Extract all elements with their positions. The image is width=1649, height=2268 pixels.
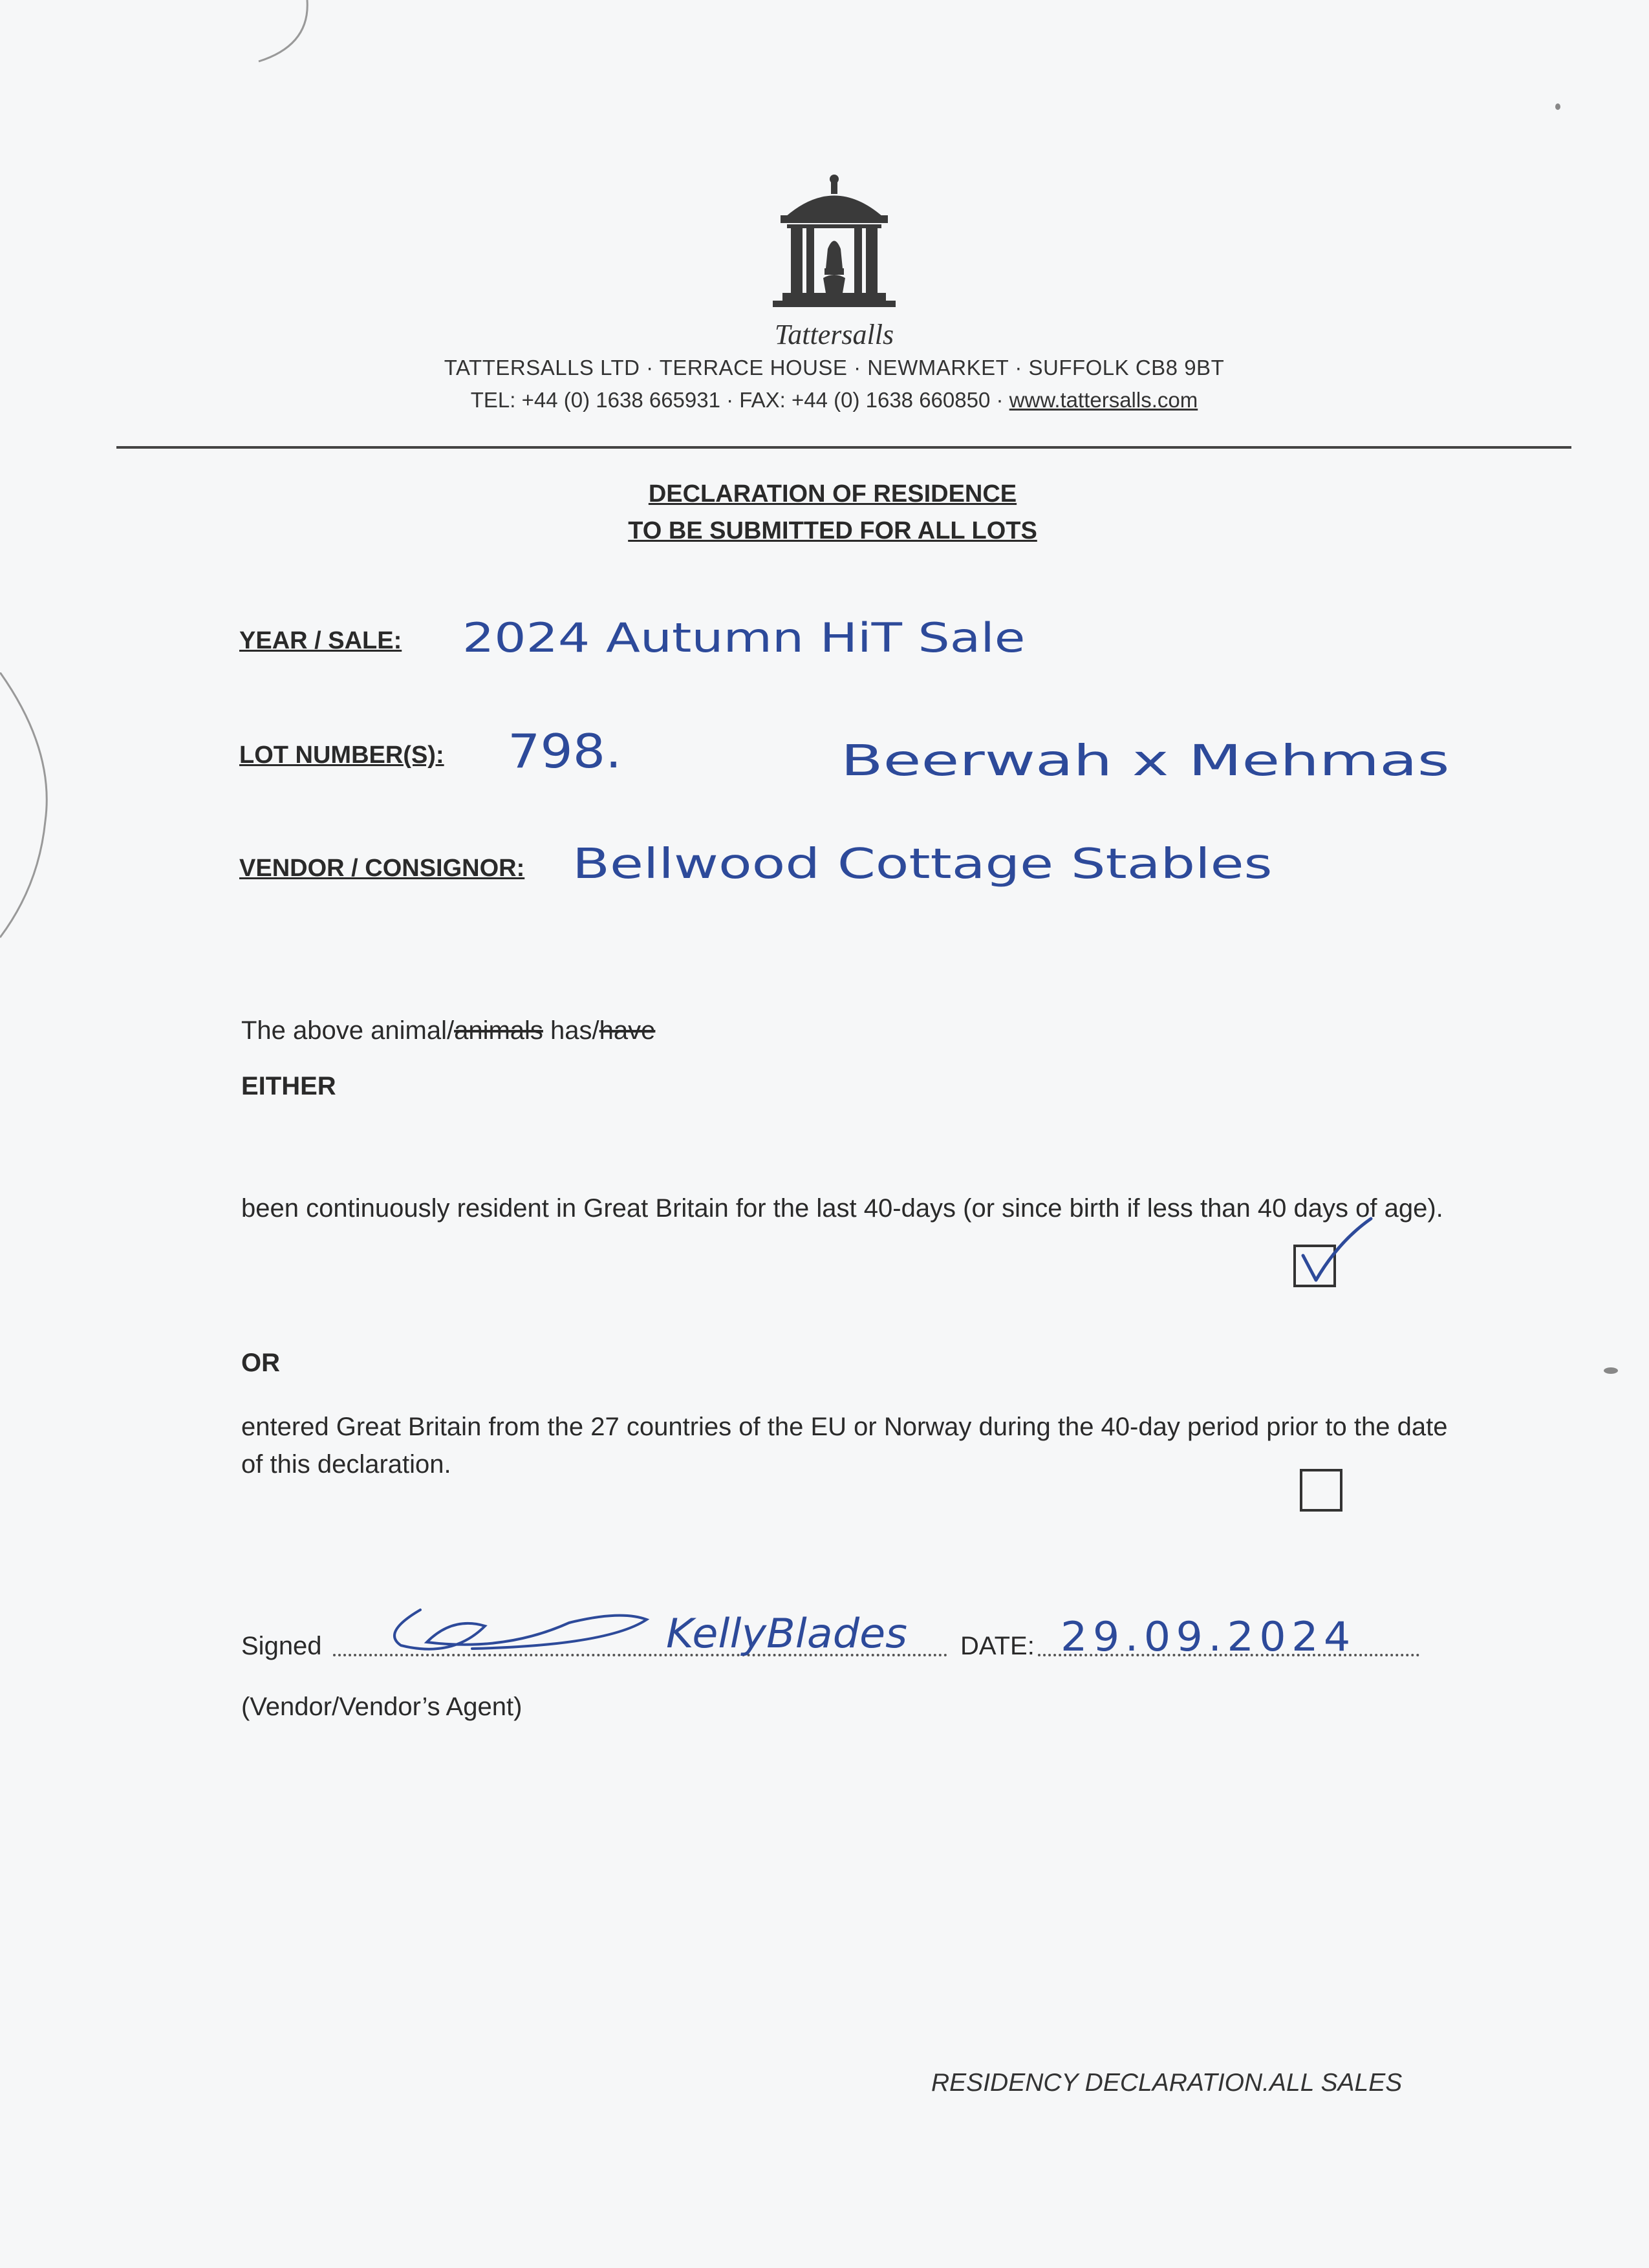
date-value[interactable]: 29.09.2024 [1061,1613,1356,1660]
statement-intro [241,1012,655,1049]
signature-scribble-icon [375,1597,660,1668]
company-address: TATTERSALLS LTD · TERRACE HOUSE · NEWMARKET · SUFFOLK CB8 9BT [444,356,1225,380]
year-sale-label: YEAR / SALE: [239,627,402,654]
logo-wordmark: Tattersalls [774,319,894,350]
vendor-consignor-value[interactable]: Bellwood Cottage Stables [572,840,1273,888]
signatory-role: (Vendor/Vendor’s Agent) [241,1693,523,1721]
lot-number-value[interactable]: 798. [508,724,622,778]
date-label: DATE: [960,1632,1035,1660]
punch-hole-shadow [0,672,58,944]
header-divider [116,446,1571,449]
document-title: DECLARATION OF RESIDENCE [648,480,1017,508]
tattersalls-logo-icon [773,171,896,320]
check-mark-icon [1290,1215,1374,1293]
year-sale-value[interactable]: 2024 Autumn HiT Sale [462,614,1026,661]
company-contact [323,388,1345,412]
option-2-checkbox[interactable] [1300,1469,1342,1512]
intro-text-b: has/ [543,1016,599,1045]
contact-phone-fax: TEL: +44 (0) 1638 665931 · FAX: +44 (0) 1638 660850 · [470,388,1009,412]
either-heading: EITHER [241,1072,336,1100]
lot-breeding-value[interactable]: Beerwah x Mehmas [841,736,1450,786]
lot-number-label: LOT NUMBER(S): [239,742,444,769]
page-edge-mark [246,0,317,71]
intro-struck-animals: animals [454,1016,543,1045]
option-2-text: entered Great Britain from the 27 countries of the EU or Norway during the 40-day period prior to the date of this declaration. [241,1413,1448,1479]
form-footer: RESIDENCY DECLARATION.ALL SALES [931,2069,1403,2097]
intro-text-a: The above animal/ [241,1016,455,1045]
signature-name[interactable]: KellyBlades [666,1610,908,1657]
scan-speck [1604,1367,1618,1374]
document-subtitle: TO BE SUBMITTED FOR ALL LOTS [628,517,1037,544]
option-1-text: been continuously resident in Great Britain for the last 40-days (or since birth if less than 40 days of age). [241,1194,1443,1223]
website-link[interactable]: www.tattersalls.com [1009,388,1198,412]
intro-struck-have: have [599,1016,656,1045]
signed-label: Signed [241,1632,322,1660]
scan-speck [1555,103,1560,110]
vendor-consignor-label: VENDOR / CONSIGNOR: [239,855,525,882]
or-heading: OR [241,1349,280,1377]
